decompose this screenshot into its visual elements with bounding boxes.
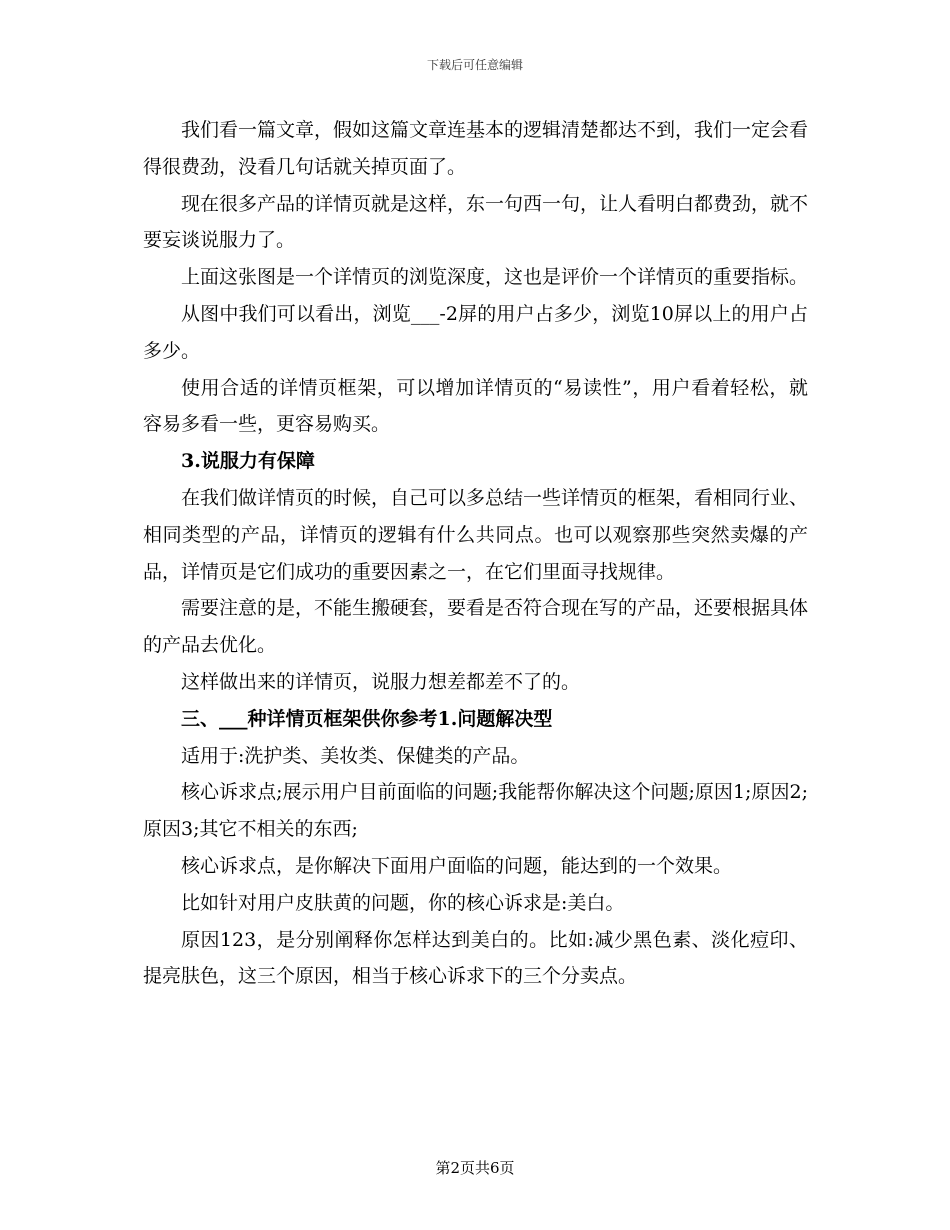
paragraph: 上面这张图是一个详情页的浏览深度，这也是评价一个详情页的重要指标。 — [181, 266, 809, 289]
section-heading: 3.说服力有保障 — [181, 450, 315, 473]
paragraph: 在我们做详情页的时候，自己可以多总结一些详情页的框架，看相同行业、相同类型的产品，详情页的逻辑有什么共同点。也可以观察那些突然卖爆的产品，详情页是它们成功的重要因素之一，在它们里面寻找规律。 — [143, 486, 809, 583]
page-header: 下载后可任意编辑 — [426, 58, 523, 72]
paragraph: 核心诉求点;展示用户目前面临的问题;我能帮你解决这个问题;原因1;原因2;原因3;其它不相关的东西; — [143, 781, 808, 841]
section-heading: 三、___种详情页框架供你参考1.问题解决型 — [181, 707, 553, 730]
paragraph: 使用合适的详情页框架，可以增加详情页的“易读性”，用户看着轻松，就容易多看一些，更容易购买。 — [143, 376, 808, 436]
paragraph: 这样做出来的详情页，说服力想差都差不了的。 — [181, 670, 581, 693]
paragraph: 我们看一篇文章，假如这篇文章连基本的逻辑清楚都达不到，我们一定会看得很费劲，没看几句话就关掉页面了。 — [143, 119, 809, 178]
paragraph: 现在很多产品的详情页就是这样，东一句西一句，让人看明白都费劲，就不要妄谈说服力了。 — [143, 192, 809, 252]
paragraph: 比如针对用户皮肤黄的问题，你的核心诉求是:美白。 — [181, 891, 625, 914]
paragraph: 需要注意的是，不能生搬硬套，要看是否符合现在写的产品，还要根据具体的产品去优化。 — [143, 597, 809, 657]
paragraph: 适用于:洗护类、美妆类、保健类的产品。 — [181, 744, 530, 767]
paragraph: 核心诉求点，是你解决下面用户面临的问题，能达到的一个效果。 — [181, 854, 733, 877]
paragraph: 原因123，是分别阐释你怎样达到美白的。比如:减少黑色素、淡化痘印、提亮肤色，这三个原因，相当于核心诉求下的三个分卖点。 — [143, 928, 808, 988]
page-number-footer: 第2页共6页 — [435, 1159, 515, 1177]
document-body — [143, 112, 808, 995]
paragraph: 从图中我们可以看出，浏览___-2屏的用户占多少，浏览10屏以上的用户占多少。 — [143, 302, 808, 362]
